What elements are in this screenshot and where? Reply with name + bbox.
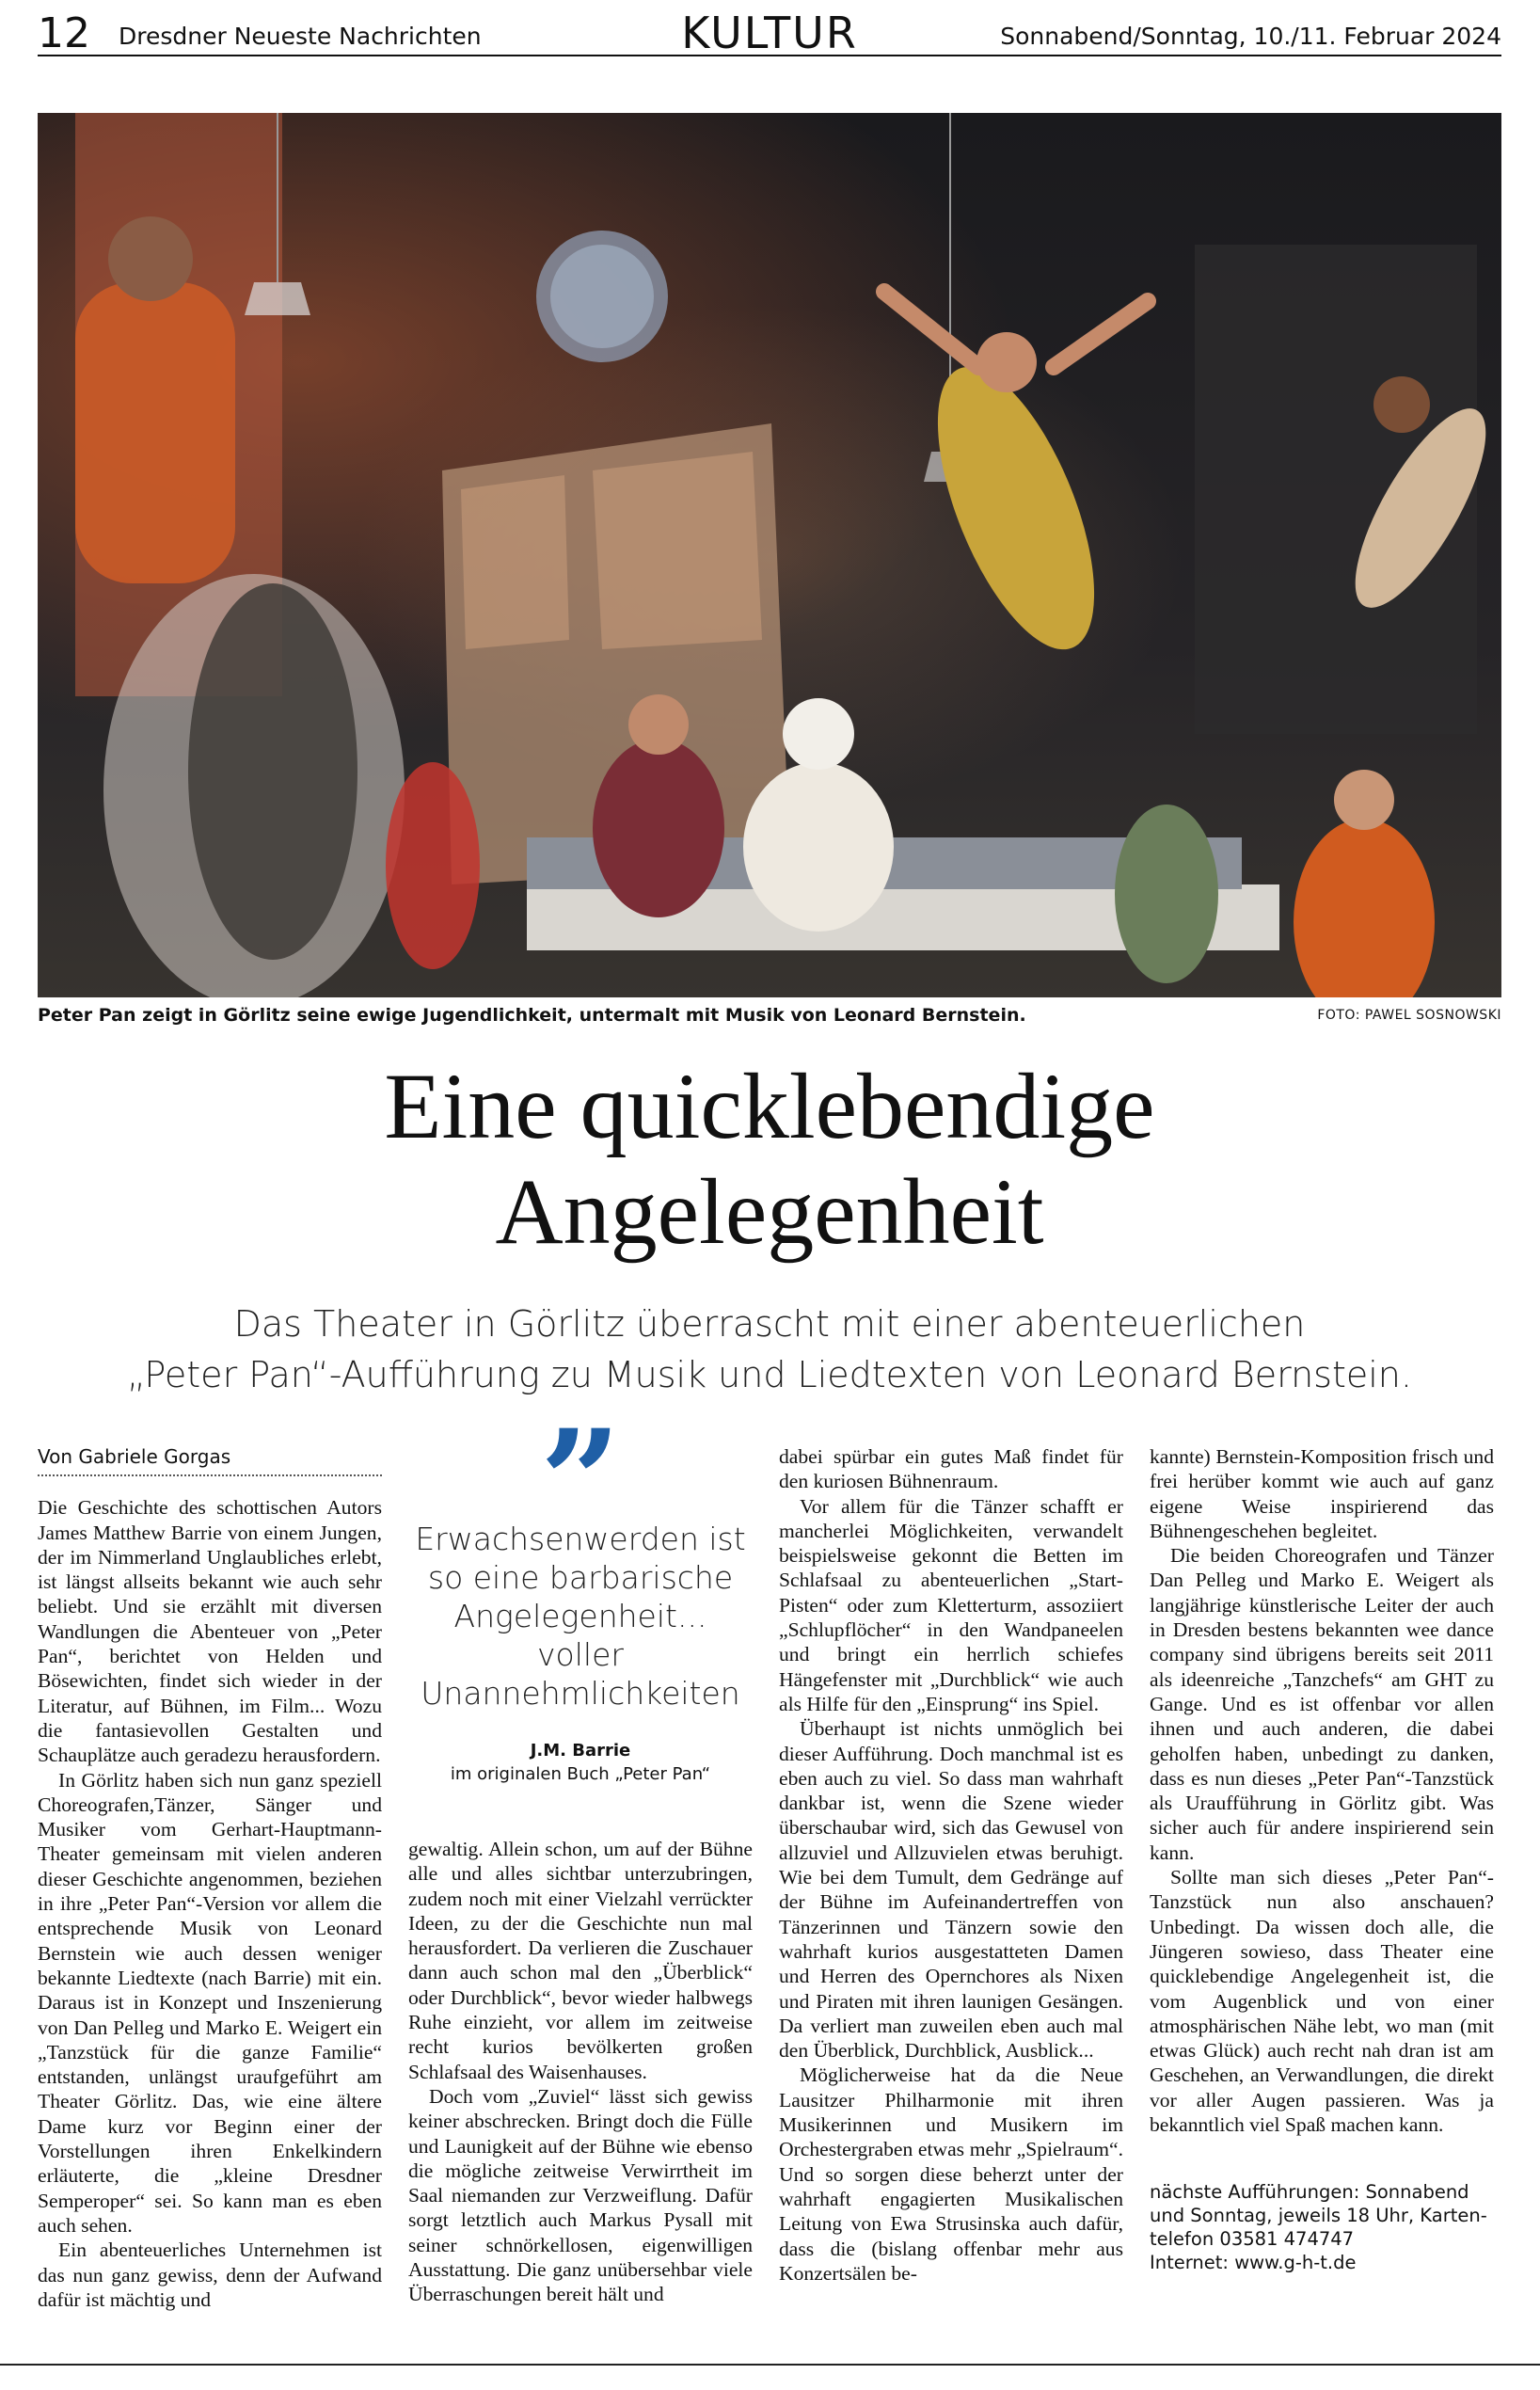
- paragraph: kannte) Bernstein-Komposition frisch und frei herüber kommt wie auch auf ganz eigene Weise inspirierend das Bühnengeschehen begleitet.: [1150, 1445, 1494, 1542]
- article-column-3: [779, 1444, 1123, 2286]
- newspaper-name: Dresdner Neueste Nachrichten: [119, 23, 482, 50]
- quote-author: J.M. Barrie: [530, 1741, 631, 1761]
- headline: [38, 1054, 1501, 1265]
- headline-line-1: Eine quicklebendige: [384, 1054, 1155, 1158]
- info-website: Internet: www.g-h-t.de: [1150, 2252, 1357, 2274]
- quote-text: Erwachsenwerden ist so eine barbarische Angelegenheit... voller Unannehmlichkeiten: [415, 1521, 746, 1712]
- stage-photo: [38, 113, 1501, 997]
- bottom-divider: [0, 2364, 1540, 2366]
- article-column-1: [38, 1444, 382, 2312]
- page-header: [38, 8, 1501, 56]
- quote-source: im originalen Buch „Peter Pan“: [450, 1764, 711, 1784]
- info-line: telefon 03581 474747: [1150, 2228, 1355, 2251]
- pull-quote: [408, 1399, 753, 1784]
- paragraph: Möglicherweise hat da die Neue Lausitzer Philharmonie mit ihren Musikerinnen und Musikern im Orchestergraben etwas mehr „Spielraum“. Und so sorgen diese beherzt unter der wahrhaft engagierten Musikalischen Leitung von Ewa Strusinska auch dafür, dass die (bislang offenbar mehr aus Konzertsälen be-: [779, 2063, 1123, 2285]
- paragraph: dabei spürbar ein gutes Maß findet für den kuriosen Bühnenraum.: [779, 1445, 1123, 1493]
- photo-caption: [38, 1005, 1501, 1033]
- page-number: 12: [38, 9, 90, 57]
- info-line: und Sonntag, jeweils 18 Uhr, Karten-: [1150, 2205, 1487, 2227]
- paragraph: Vor allem für die Tänzer schafft er mancherlei Möglichkeiten, verwandelt beispielsweise gekonnt die Betten im Schlafsaal zu abenteuerlichen „Start-Pisten“ oder zum Kletterturm, assoziiert „Schlupflöcher“ in den Wandpaneelen und bringt ein herrlich schiefes Hängefenster mit „Durchblick“ wie auch als Hilfe für den „Einsprung“ ins Spiel.: [779, 1494, 1123, 1715]
- paragraph: Sollte man sich dieses „Peter Pan“-Tanzstück nun also anschauen? Unbedingt. Da wissen doch alle, die Jüngeren sowieso, dass Theater eine quicklebendige Angelegenheit ist, die vom Augenblick und von einer atmosphärischen Nähe lebt, wo man (mit etwas Glück) auch recht nah dran ist am Geschehen, an Verwandlungen, die direkt vor aller Augen passieren. Was ja bekanntlich viel Spaß machen kann.: [1150, 1866, 1494, 2137]
- stage-illustration: [38, 113, 1501, 997]
- paragraph: Überhaupt ist nichts unmöglich bei dieser Aufführung. Doch manchmal ist es eben auch zu viel. So dass man wahrhaft dankbar ist, wenn die Szene wieder überschaubar wird, sich das Gewusel von allzuviel und Allzuvielen etwas beruhigt. Wie bei dem Tumult, dem Gedränge auf der Bühne im Aufeinandertreffen von Tänzerinnen und Tänzern sowie den wahrhaft kurios ausgestatteten Damen und Herren des Opernchores als Nixen und Piraten mit ihren launigen Gesängen. Da verliert man zuweilen eben auch mal den Überblick, Durchblick, Ausblick...: [779, 1717, 1123, 2063]
- subhead-line-2: „Peter Pan“-Aufführung zu Musik und Liedtexten von Leonard Bernstein.: [127, 1354, 1412, 1395]
- issue-date: Sonnabend/Sonntag, 10./11. Februar 2024: [1000, 23, 1501, 50]
- byline: Von Gabriele Gorgas: [38, 1444, 382, 1476]
- article-column-2: [408, 1837, 753, 2307]
- performance-info: [1150, 2180, 1494, 2274]
- article-column-4: [1150, 1444, 1494, 2274]
- headline-line-2: Angelegenheit: [495, 1159, 1044, 1264]
- paragraph: gewaltig. Allein schon, um auf der Bühne alle und alles sichtbar unterzubringen, zudem noch mit einer Vielzahl verrückter Ideen, zu der die Geschichte nun mal herausfordert. Da verlieren die Zuschauer dann auch schon mal den „Überblick“ oder Durchblick“, bevor wieder halbwegs Ruhe einzieht, vor allem im zeitweise recht kurios bevölkerten großen Schlafsaal des Waisenhauses.: [408, 1838, 753, 2083]
- quote-mark-icon: ”: [539, 1399, 622, 1565]
- paragraph: In Görlitz haben sich nun ganz speziell Choreografen,Tänzer, Sänger und Musiker vom Gerhart-Hauptmann-Theater gemeinsam mit vielen anderen dieser Geschichte angenommen, beziehen in ihre „Peter Pan“-Version vor allem die entsprechende Musik von Leonard Bernstein wie auch dessen weniger bekannte Liedtexte (nach Barrie) mit ein. Daraus ist in Konzept und Inszenierung von Dan Pelleg und Marko E. Weigert ein „Tanzstück für die ganze Familie“ entstanden, unlängst uraufgeführt am Theater Görlitz. Das, wie eine ältere Dame kurz vor Beginn einer der Vorstellungen ihren Enkelkindern erläuterte, die „kleine Dresdner Semperoper“ sei. So kann man es eben auch sehen.: [38, 1768, 382, 2237]
- paragraph: Die Geschichte des schottischen Autors James Matthew Barrie von einem Jungen, der im Nimmerland Unglaubliches erlebt, ist längst allseits bekannt wie auch sehr beliebt. Und sie erzählt mit diversen Wandlungen die Abenteuer von „Peter Pan“, berichtet von Helden und Bösewichten, findet sich wieder in der Literatur, auf Bühnen, im Film... Wozu die fantasievollen Gestalten und Schauplätze auch geradezu herausfordern.: [38, 1496, 382, 1767]
- section-title: KULTUR: [681, 8, 858, 58]
- paragraph: Ein abenteuerliches Unternehmen ist das nun ganz gewiss, denn der Aufwand dafür ist mächtig und: [38, 2239, 382, 2311]
- caption-text: Peter Pan zeigt in Görlitz seine ewige Jugendlichkeit, untermalt mit Musik von Leonard Bernstein.: [38, 1005, 1026, 1026]
- subhead-line-1: Das Theater in Görlitz überrascht mit einer abenteuerlichen: [233, 1303, 1306, 1345]
- info-line: nächste Aufführungen: Sonnabend: [1150, 2181, 1469, 2204]
- paragraph: Doch vom „Zuviel“ lässt sich gewiss keiner abschrecken. Bringt doch die Fülle und Launigkeit auf der Bühne wie ebenso die mögliche zeitweise Verwirrtheit im Saal niemanden zur Verzweiflung. Dafür sorgt letztlich auch Markus Pysall mit seiner schnörkellosen, eigenwilligen Ausstattung. Die ganz unübersehbar viele Überraschungen bereit hält und: [408, 2084, 753, 2306]
- subheadline: [38, 1299, 1501, 1400]
- paragraph: Die beiden Choreografen und Tänzer Dan Pelleg und Marko E. Weigert als langjährige künstlerische Leiter der auch in Dresden bestens bekannten wee dance company sind übrigens bereits seit 2011 als ideenreiche „Tanzchefs“ am GHT zu Gange. Und es ist offenbar vor allen ihnen und auch anderen, die dabei geholfen haben, unbedingt zu danken, dass es nun dieses „Peter Pan“-Tanzstück als Uraufführung in Görlitz gibt. Was sicher auch für andere inspirierend sein kann.: [1150, 1544, 1494, 1864]
- photo-credit: FOTO: PAWEL SOSNOWSKI: [1317, 1008, 1501, 1023]
